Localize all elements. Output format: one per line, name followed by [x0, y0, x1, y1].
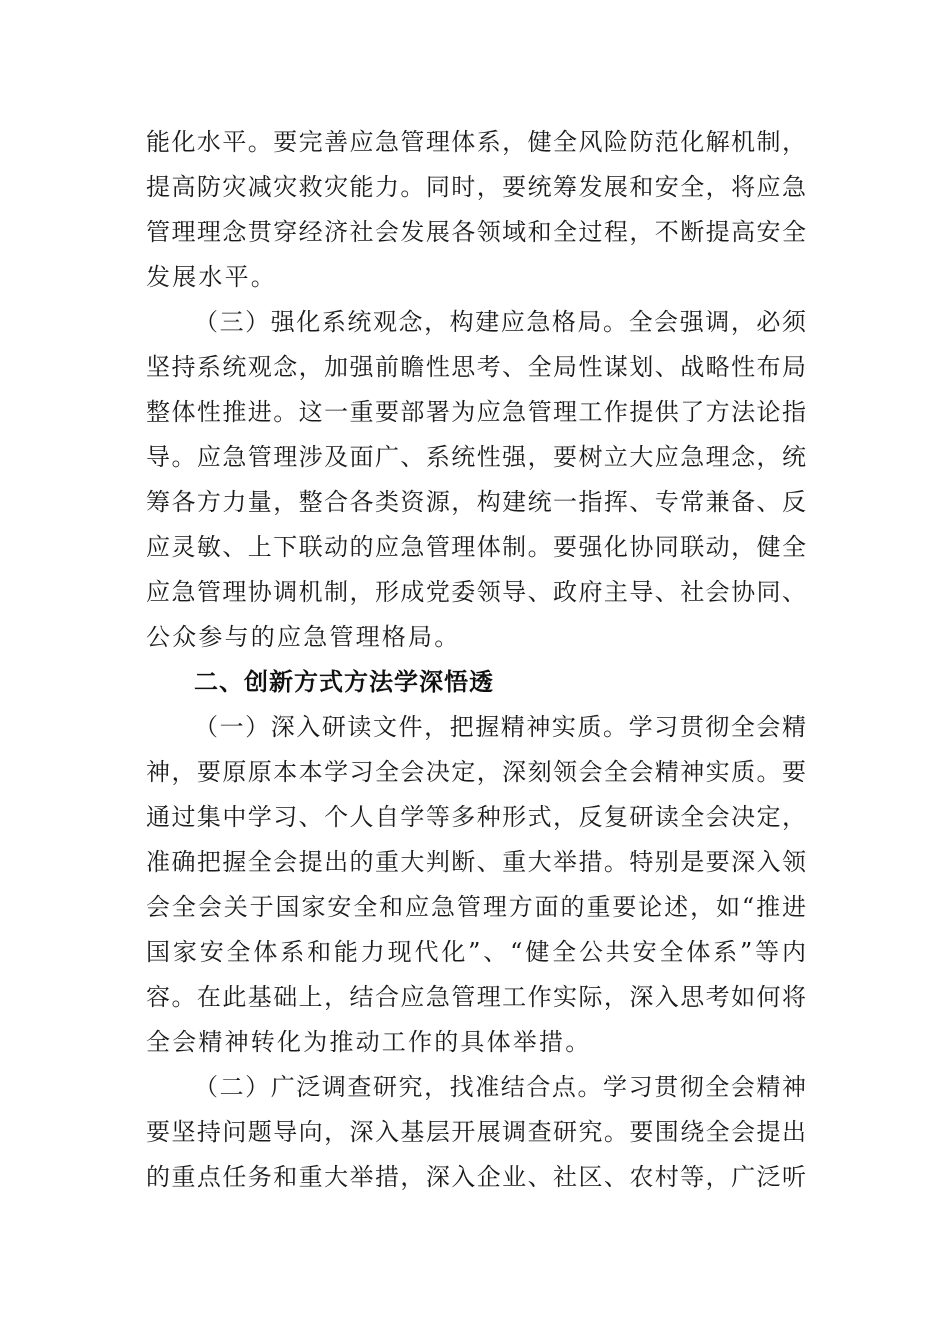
paragraph-line: 筹各方力量，整合各类资源，构建统一指挥、专常兼备、反: [146, 488, 806, 516]
paragraph-line: （三）强化系统观念，构建应急格局。全会强调，必须: [194, 308, 806, 336]
section-heading: 二、创新方式方法学深悟透: [194, 668, 494, 696]
paragraph-line: 管理理念贯穿经济社会发展各领域和全过程，不断提高安全: [146, 218, 806, 246]
paragraph-line: 坚持系统观念，加强前瞻性思考、全局性谋划、战略性布局: [146, 353, 806, 381]
paragraph-line: 国家安全体系和能力现代化”、“健全公共安全体系”等内: [146, 938, 806, 966]
paragraph-line: 导。应急管理涉及面广、系统性强，要树立大应急理念，统: [146, 443, 806, 471]
paragraph-line: 的重点任务和重大举措，深入企业、社区、农村等，广泛听: [146, 1163, 806, 1191]
paragraph-line: 神，要原原本本学习全会决定，深刻领会全会精神实质。要: [146, 758, 806, 786]
paragraph-line: 准确把握全会提出的重大判断、重大举措。特别是要深入领: [146, 848, 806, 876]
paragraph-line: 提高防灾减灾救灾能力。同时，要统筹发展和安全，将应急: [146, 173, 806, 201]
paragraph-line: （二）广泛调查研究，找准结合点。学习贯彻全会精神: [194, 1073, 806, 1101]
paragraph-line: 会全会关于国家安全和应急管理方面的重要论述，如“推进: [146, 893, 806, 921]
paragraph-line: 公众参与的应急管理格局。: [146, 623, 461, 651]
paragraph-line: 应灵敏、上下联动的应急管理体制。要强化协同联动，健全: [146, 533, 806, 561]
paragraph-line: 发展水平。: [146, 263, 277, 291]
paragraph-line: 容。在此基础上，结合应急管理工作实际，深入思考如何将: [146, 983, 806, 1011]
paragraph-line: 要坚持问题导向，深入基层开展调查研究。要围绕全会提出: [146, 1118, 806, 1146]
paragraph-line: 通过集中学习、个人自学等多种形式，反复研读全会决定，: [146, 803, 806, 831]
paragraph-line: 应急管理协调机制，形成党委领导、政府主导、社会协同、: [146, 578, 806, 606]
paragraph-line: 能化水平。要完善应急管理体系，健全风险防范化解机制，: [146, 128, 806, 156]
paragraph-line: 全会精神转化为推动工作的具体举措。: [146, 1028, 592, 1056]
paragraph-line: 整体性推进。这一重要部署为应急管理工作提供了方法论指: [146, 398, 806, 426]
paragraph-line: （一）深入研读文件，把握精神实质。学习贯彻全会精: [194, 713, 806, 741]
